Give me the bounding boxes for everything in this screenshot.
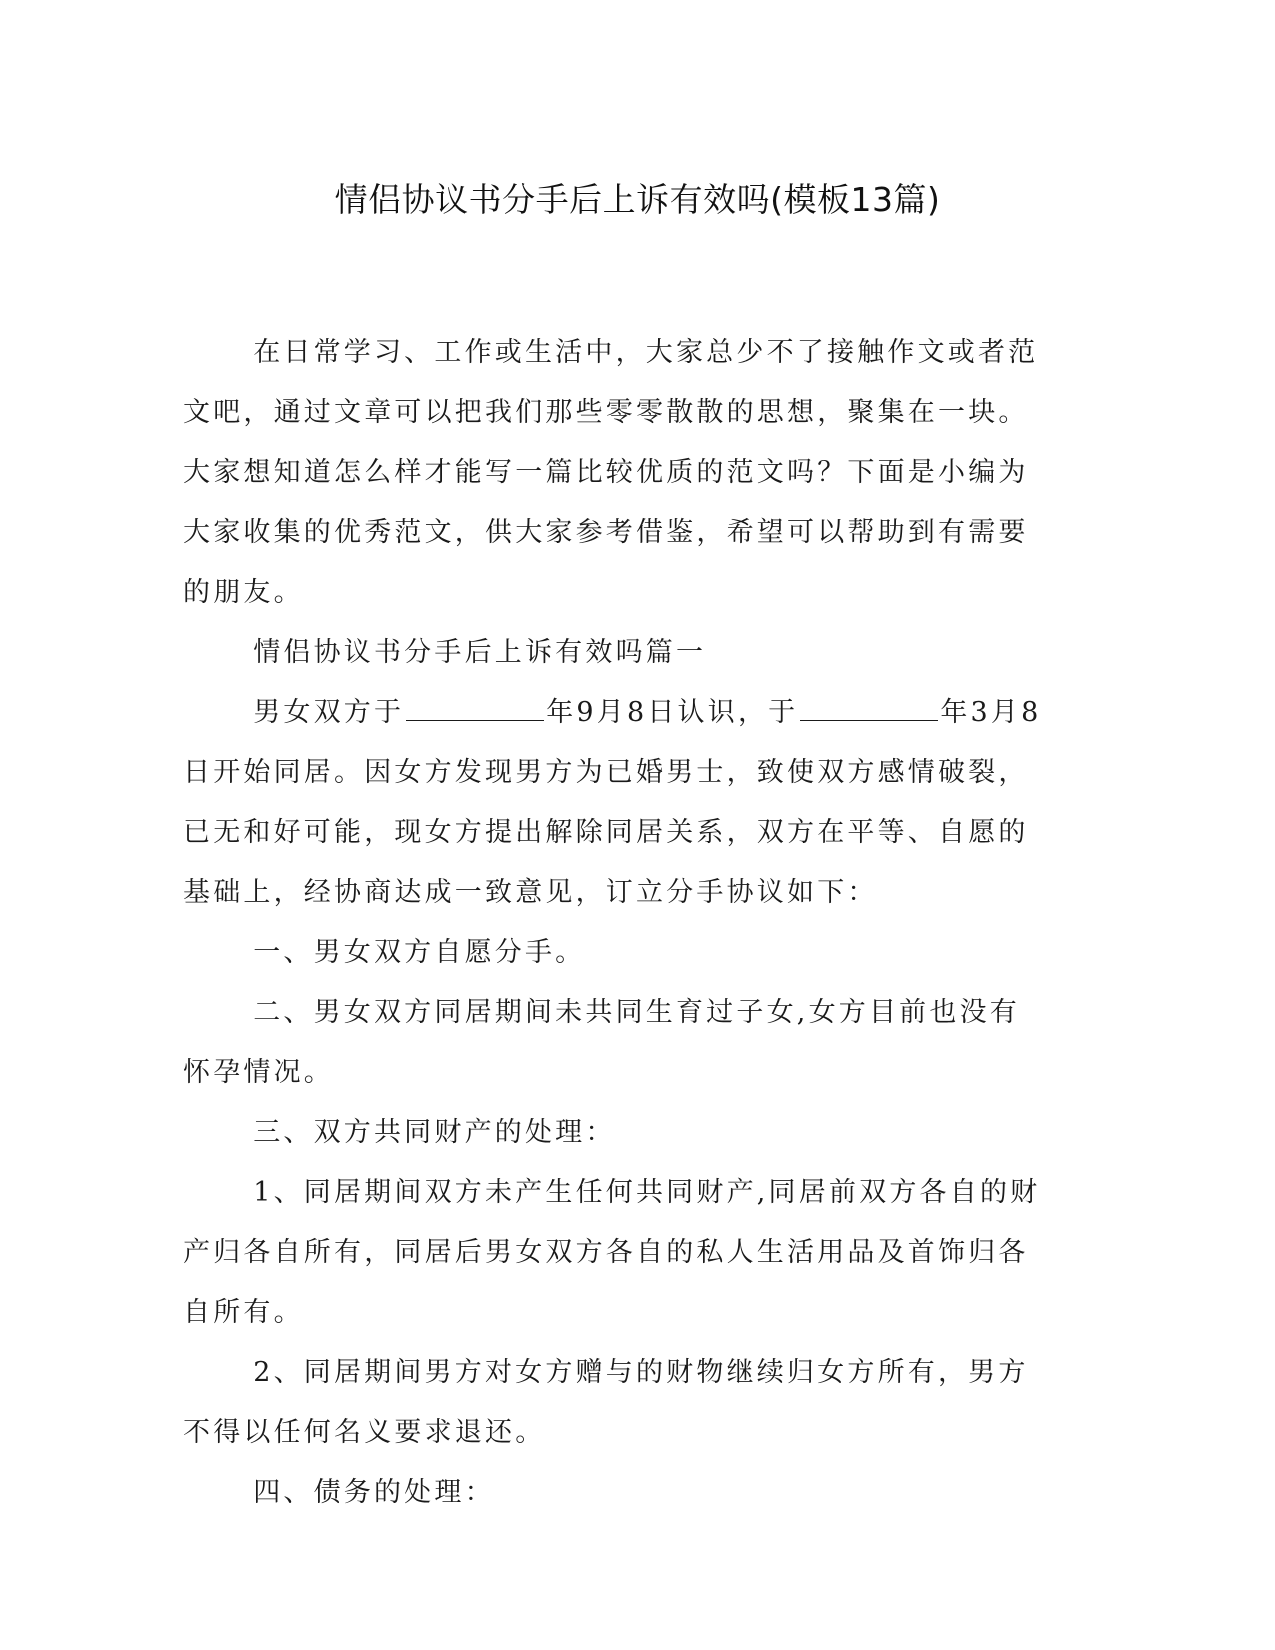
- agreement-intro-part2: 年9月8日认识，于: [546, 697, 799, 728]
- date-blank-1: [406, 694, 544, 721]
- document-title: 情侣协议书分手后上诉有效吗(模板13篇): [334, 180, 941, 219]
- clause-2: 二、男女双方同居期间未共同生育过子女,女方目前也没有怀孕情况。: [183, 997, 1020, 1088]
- document-body: [183, 323, 1043, 1523]
- intro-paragraph: 在日常学习、工作或生活中，大家总少不了接触作文或者范文吧，通过文章可以把我们那些零零散散的思想，聚集在一块。大家想知道怎么样才能写一篇比较优质的范文吗？下面是小编为大家收集的优秀范文，供大家参考借鉴，希望可以帮助到有需要的朋友。: [183, 337, 1039, 608]
- date-blank-2: [800, 694, 938, 721]
- clause-1: 一、男女双方自愿分手。: [253, 937, 586, 968]
- clause-3-item-1: 1、同居期间双方未产生任何共同财产,同居前双方各自的财产归各自所有，同居后男女双方各自的私人生活用品及首饰归各自所有。: [183, 1177, 1041, 1328]
- clause-3-item-2: 2、同居期间男方对女方赠与的财物继续归女方所有，男方不得以任何名义要求退还。: [183, 1357, 1029, 1448]
- clause-3: 三、双方共同财产的处理：: [253, 1117, 616, 1148]
- clause-4: 四、债务的处理：: [253, 1477, 495, 1508]
- agreement-intro-paragraph: [183, 683, 1043, 923]
- section-heading: 情侣协议书分手后上诉有效吗篇一: [253, 637, 707, 668]
- agreement-intro-part1: 男女双方于: [253, 697, 405, 728]
- agreement-intro-part3: 年3月8日开始同居。因女方发现男方为已婚男士，致使双方感情破裂，已无和好可能，现女方提出解除同居关系，双方在平等、自愿的基础上，经协商达成一致意见，订立分手协议如下：: [183, 697, 1042, 908]
